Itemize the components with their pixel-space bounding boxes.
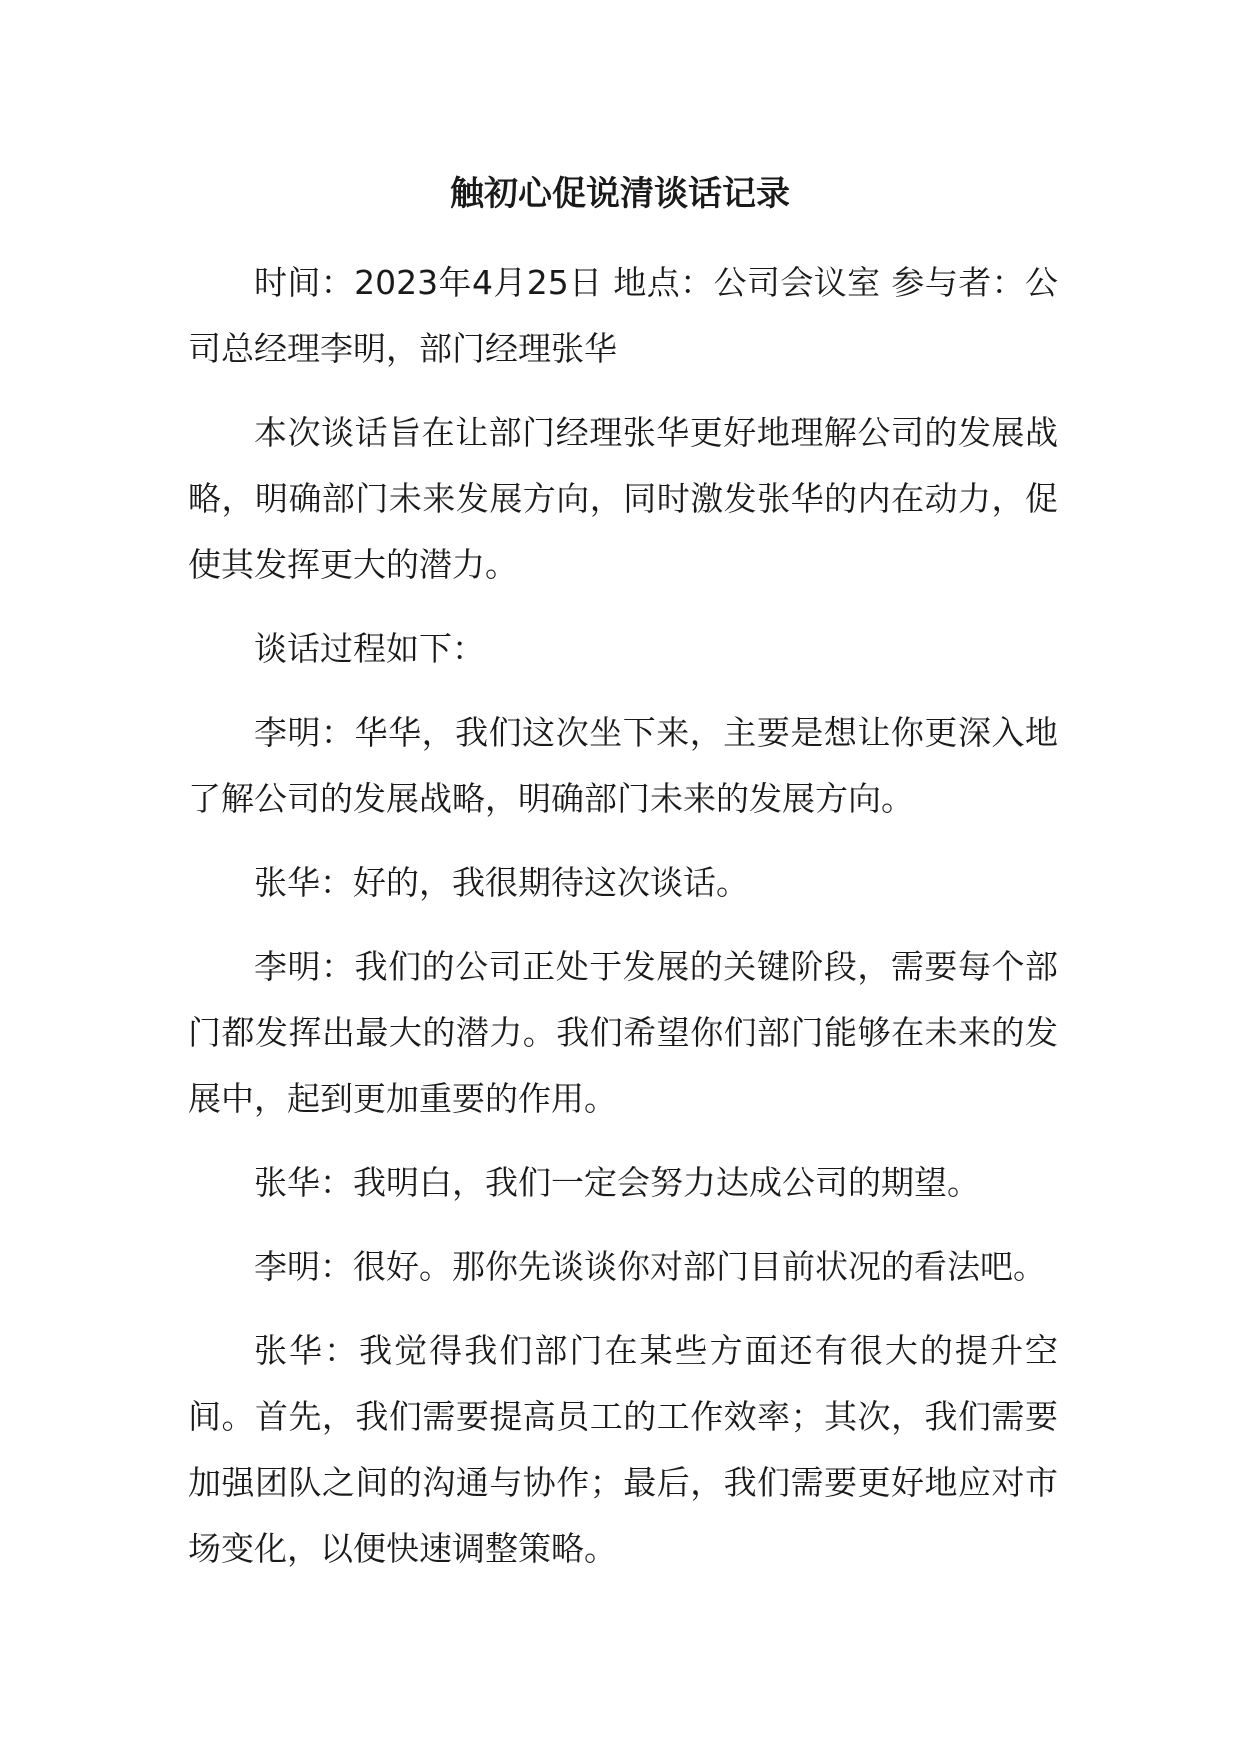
dialogue-line: 张华：我觉得我们部门在某些方面还有很大的提升空间。首先，我们需要提高员工的工作效率；其次，我们需要加强团队之间的沟通与协作；最后，我们需要更好地应对市场变化，以便快速调整策略。 [188,1331,1058,1568]
dialogue-line: 李明：很好。那你先谈谈你对部门目前状况的看法吧。 [254,1247,1046,1286]
paragraph-process-intro: 谈话过程如下： [254,629,485,668]
dialogue-line: 张华：我明白，我们一定会努力达成公司的期望。 [254,1163,980,1202]
dialogue-line: 李明：我们的公司正处于发展的关键阶段，需要每个部门都发挥出最大的潜力。我们希望你们部门能够在未来的发展中，起到更加重要的作用。 [188,947,1058,1118]
dialogue-line: 张华：好的，我很期待这次谈话。 [254,863,749,902]
paragraph-meta: 时间：2023年4月25日 地点：公司会议室 参与者：公司总经理李明，部门经理张华 [188,263,1058,368]
document-body [188,250,1058,1582]
paragraph-purpose: 本次谈话旨在让部门经理张华更好地理解公司的发展战略，明确部门未来发展方向，同时激发张华的内在动力，促使其发挥更大的潜力。 [188,413,1058,584]
document-title: 触初心促说清谈话记录 [450,174,790,214]
dialogue-line: 李明：华华，我们这次坐下来，主要是想让你更深入地了解公司的发展战略，明确部门未来的发展方向。 [188,713,1058,818]
